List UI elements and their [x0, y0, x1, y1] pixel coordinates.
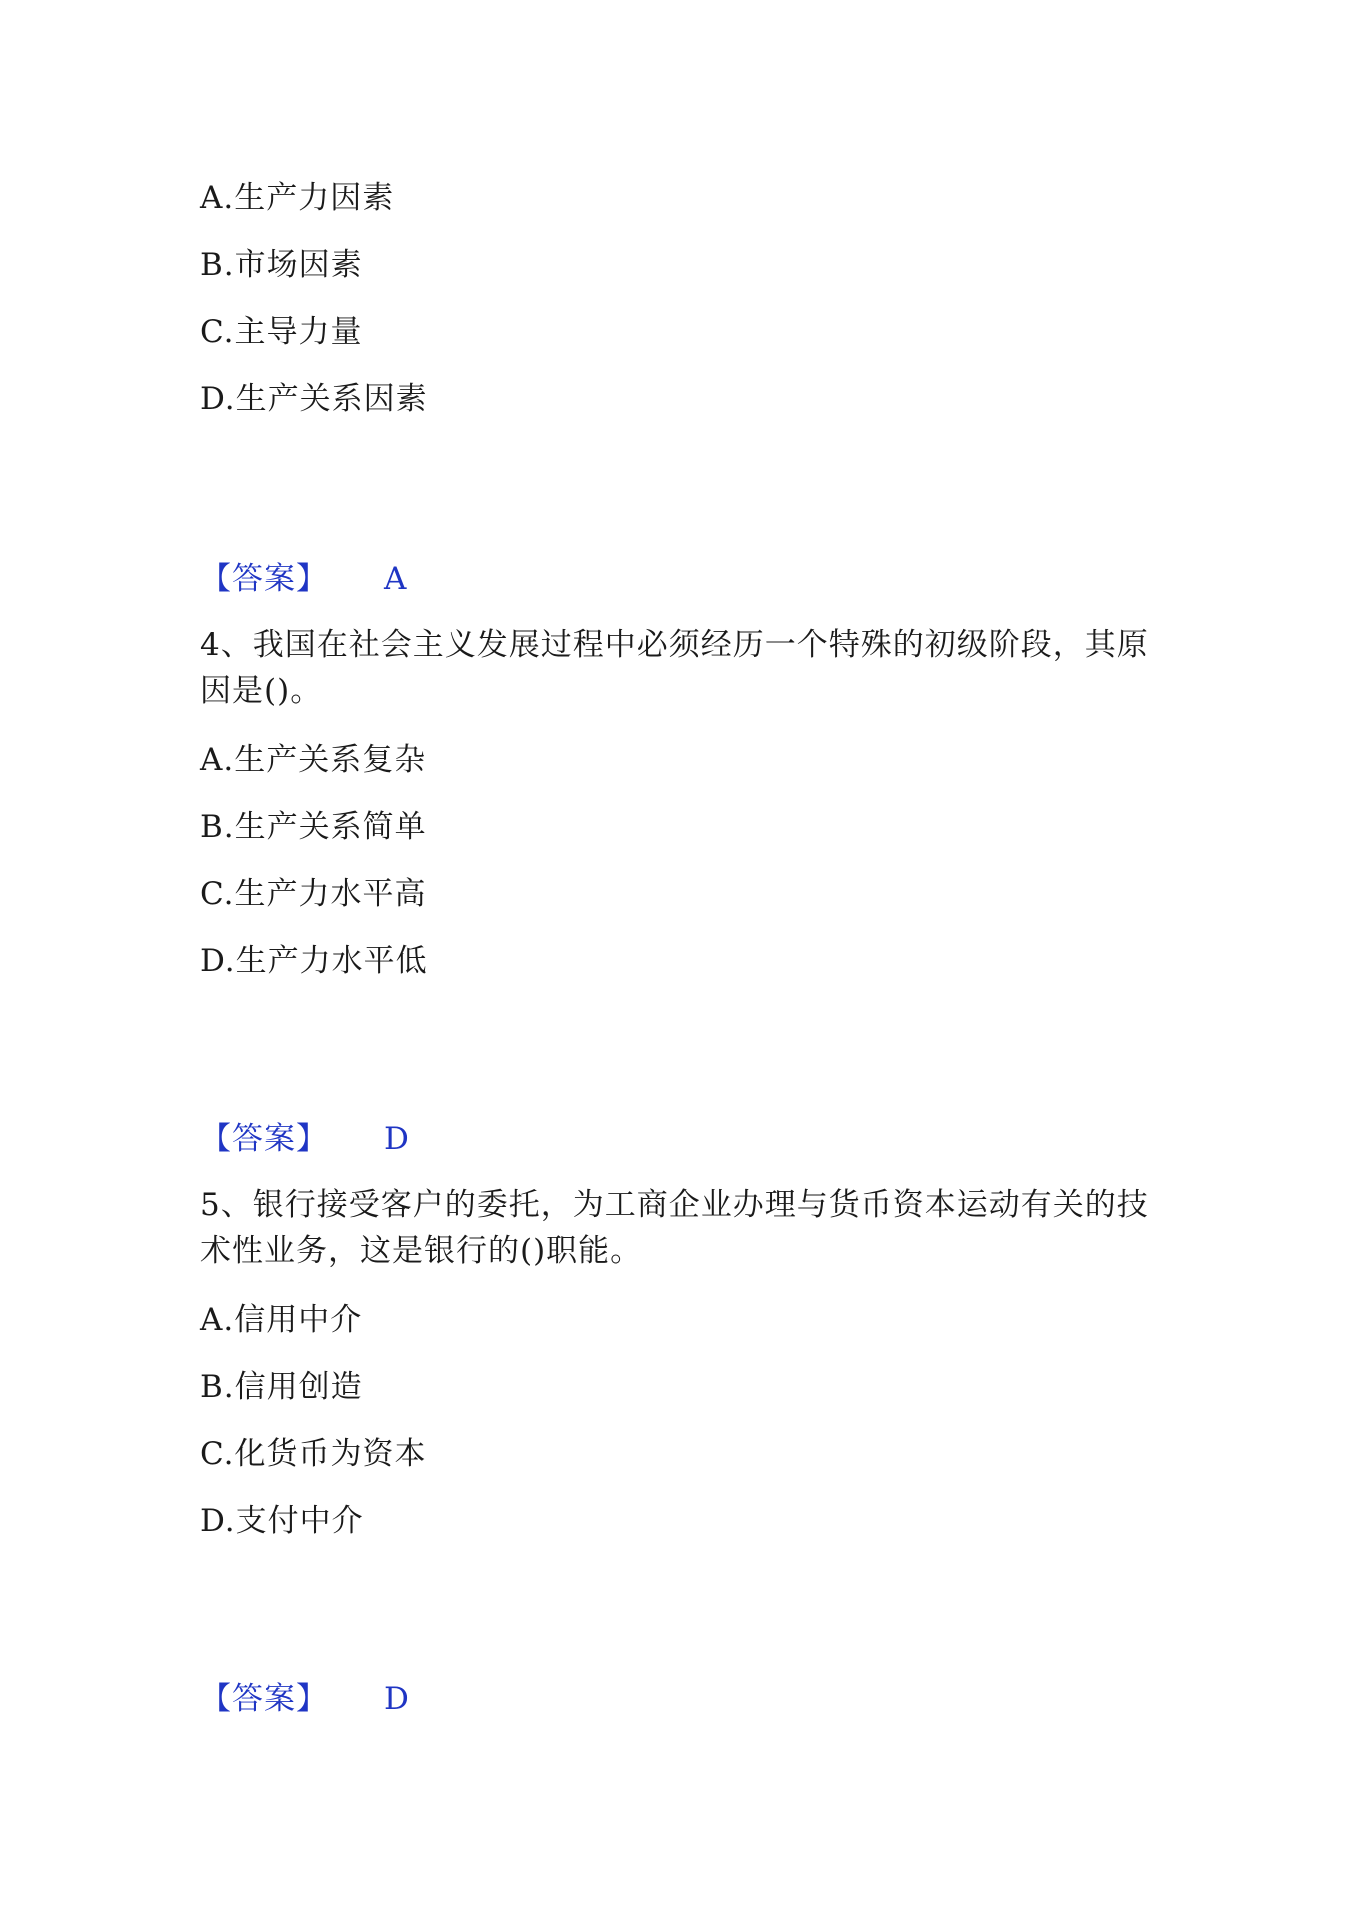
answer-label: 【答案】 [200, 1121, 328, 1157]
option-d: D.生产力水平低 [200, 943, 428, 979]
option-c: C.主导力量 [200, 314, 363, 350]
option-b: B.信用创造 [200, 1369, 363, 1405]
answer-line [200, 556, 406, 602]
answer-line [200, 1676, 409, 1722]
question-text: 5、银行接受客户的委托，为工商企业办理与货币资本运动有关的技术性业务，这是银行的()职能。 [200, 1187, 1149, 1269]
question-text: 4、我国在社会主义发展过程中必须经历一个特殊的初级阶段，其原因是()。 [200, 627, 1149, 709]
answer-label: 【答案】 [200, 561, 328, 597]
option-a: A.信用中介 [200, 1302, 363, 1338]
option-c: C.生产力水平高 [200, 876, 427, 912]
option-d: D.支付中介 [200, 1503, 364, 1539]
answer-value: D [384, 1121, 409, 1157]
answer-value: A [384, 561, 407, 597]
answer-value: D [384, 1681, 409, 1717]
answer-line [200, 1116, 409, 1162]
option-b: B.生产关系简单 [200, 809, 427, 845]
option-b: B.市场因素 [200, 247, 363, 283]
option-c: C.化货币为资本 [200, 1436, 427, 1472]
option-d: D.生产关系因素 [200, 381, 428, 417]
answer-label: 【答案】 [200, 1681, 328, 1717]
option-a: A.生产力因素 [200, 180, 395, 216]
option-a: A.生产关系复杂 [200, 742, 427, 778]
